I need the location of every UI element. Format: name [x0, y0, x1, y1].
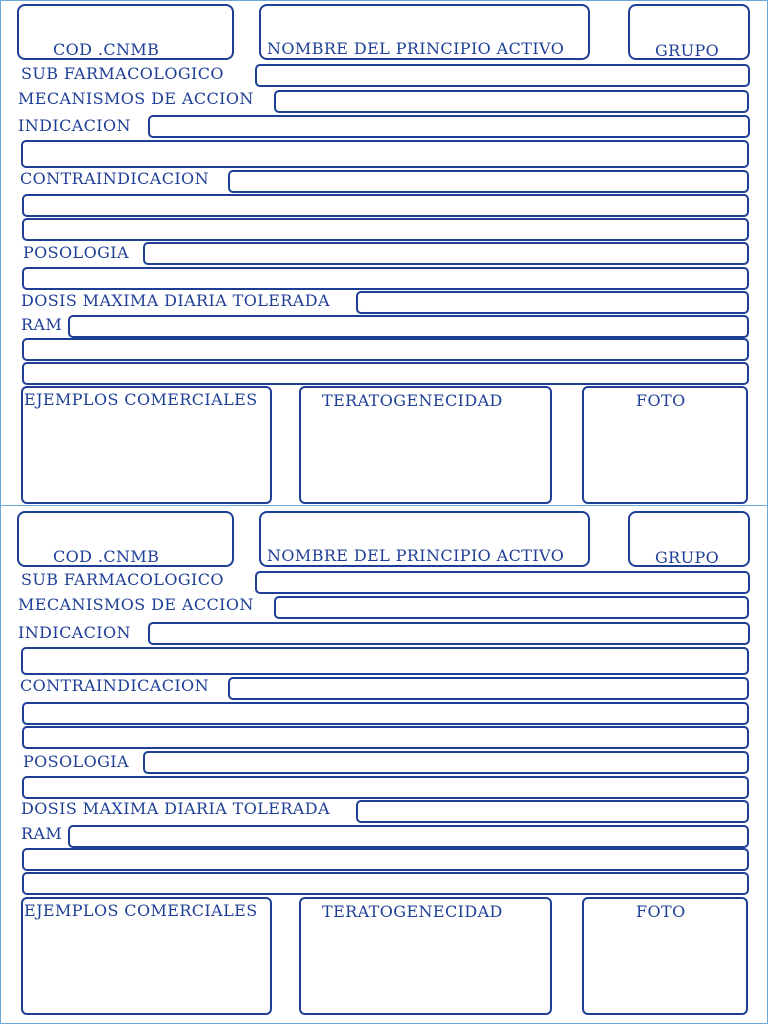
ram-label: RAM [21, 315, 63, 334]
contraindicacion-label: CONTRAINDICACION [20, 169, 209, 188]
mecanismos-de-accion-label: MECANISMOS DE ACCION [18, 89, 254, 108]
cod-cnmb-label: COD .CNMB [53, 547, 160, 566]
mecanismos-de-accion-field[interactable] [274, 90, 749, 113]
contraindicacion-field-line-3[interactable] [22, 726, 749, 749]
grupo-label: GRUPO [655, 41, 720, 60]
teratogenecidad-label: TERATOGENECIDAD [322, 902, 503, 921]
contraindicacion-field-line-3[interactable] [22, 218, 749, 241]
form-sheet-2 [0, 508, 768, 1014]
ram-field-line-3[interactable] [22, 872, 749, 895]
sub-farmacologico-field[interactable] [255, 571, 750, 594]
foto-label: FOTO [636, 391, 686, 410]
ejemplos-comerciales-box[interactable] [21, 386, 272, 504]
ram-field[interactable] [68, 825, 749, 848]
nombre-principio-activo-box[interactable] [259, 4, 590, 60]
sheet-divider [0, 505, 768, 506]
indicacion-label: INDICACION [18, 116, 131, 135]
teratogenecidad-box[interactable] [299, 897, 552, 1015]
posologia-label: POSOLOGIA [23, 243, 129, 262]
indicacion-field-line-2[interactable] [21, 140, 749, 168]
posologia-field-line-2[interactable] [22, 776, 749, 799]
sub-farmacologico-field[interactable] [255, 64, 750, 87]
indicacion-field[interactable] [148, 622, 750, 645]
grupo-box[interactable] [628, 511, 750, 567]
contraindicacion-field[interactable] [228, 170, 749, 193]
ejemplos-comerciales-box[interactable] [21, 897, 272, 1015]
foto-box[interactable] [582, 897, 748, 1015]
ejemplos-comerciales-label: EJEMPLOS COMERCIALES [24, 901, 258, 920]
contraindicacion-field[interactable] [228, 677, 749, 700]
mecanismos-de-accion-field[interactable] [274, 596, 749, 619]
teratogenecidad-label: TERATOGENECIDAD [322, 391, 503, 410]
sub-farmacologico-label: SUB FARMACOLOGICO [21, 64, 224, 83]
contraindicacion-field-line-2[interactable] [22, 194, 749, 217]
ram-field[interactable] [68, 315, 749, 338]
contraindicacion-label: CONTRAINDICACION [20, 676, 209, 695]
dosis-maxima-label: DOSIS MAXIMA DIARIA TOLERADA [21, 799, 330, 818]
nombre-principio-activo-box[interactable] [259, 511, 590, 567]
dosis-maxima-label: DOSIS MAXIMA DIARIA TOLERADA [21, 291, 330, 310]
ejemplos-comerciales-label: EJEMPLOS COMERCIALES [24, 390, 258, 409]
teratogenecidad-box[interactable] [299, 386, 552, 504]
indicacion-field[interactable] [148, 115, 750, 138]
cod-cnmb-label: COD .CNMB [53, 40, 160, 59]
posologia-field[interactable] [143, 751, 749, 774]
mecanismos-de-accion-label: MECANISMOS DE ACCION [18, 595, 254, 614]
posologia-label: POSOLOGIA [23, 752, 129, 771]
dosis-maxima-field[interactable] [356, 291, 749, 314]
form-sheet-1 [0, 0, 768, 506]
ram-field-line-3[interactable] [22, 362, 749, 385]
sub-farmacologico-label: SUB FARMACOLOGICO [21, 570, 224, 589]
grupo-label: GRUPO [655, 548, 720, 567]
indicacion-field-line-2[interactable] [21, 647, 749, 675]
dosis-maxima-field[interactable] [356, 800, 749, 823]
ram-field-line-2[interactable] [22, 848, 749, 871]
ram-label: RAM [21, 824, 63, 843]
posologia-field[interactable] [143, 242, 749, 265]
foto-label: FOTO [636, 902, 686, 921]
posologia-field-line-2[interactable] [22, 267, 749, 290]
contraindicacion-field-line-2[interactable] [22, 702, 749, 725]
foto-box[interactable] [582, 386, 748, 504]
cod-cnmb-box[interactable] [17, 4, 234, 60]
grupo-box[interactable] [628, 4, 750, 60]
indicacion-label: INDICACION [18, 623, 131, 642]
cod-cnmb-box[interactable] [17, 511, 234, 567]
ram-field-line-2[interactable] [22, 338, 749, 361]
nombre-principio-activo-label: NOMBRE DEL PRINCIPIO ACTIVO [267, 546, 565, 565]
nombre-principio-activo-label: NOMBRE DEL PRINCIPIO ACTIVO [267, 39, 565, 58]
